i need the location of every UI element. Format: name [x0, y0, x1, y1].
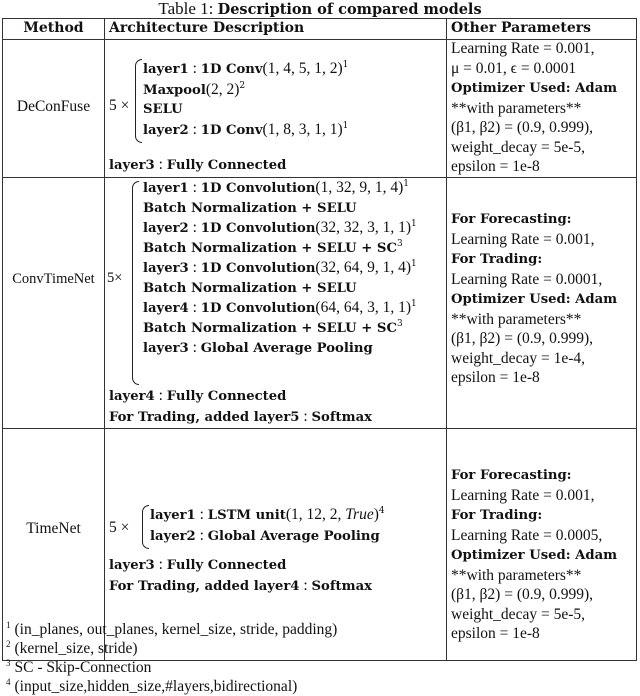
param-line: Optimizer Used: Adam: [451, 81, 618, 96]
param-line: Optimizer Used: Adam: [451, 548, 618, 563]
param-line: (β1, β2) = (0.9, 0.999),: [451, 119, 594, 136]
method-name: ConvTimeNet: [12, 271, 95, 287]
footnote: $^1$ (in_planes, out_planes, kernel_size, stride, padding): [6, 620, 338, 638]
param-line: **with parameters**: [451, 310, 582, 328]
column-divider: [446, 19, 447, 660]
footnote: $^2$ (kernel_size, stride): [6, 639, 138, 657]
param-line: **with parameters**: [451, 566, 582, 584]
param-line: **with parameters**: [451, 99, 582, 117]
architecture-block: [143, 178, 417, 359]
block-line: Batch Normalization + SELU: [143, 280, 357, 296]
block-line: layer2 : Global Average Pooling: [150, 526, 380, 544]
after-line: layer3 : Fully Connected: [109, 156, 287, 173]
param-line: Learning Rate = 0.0005,: [451, 526, 603, 544]
table-caption: [0, 0, 640, 19]
repeat-multiplier: 5 ×: [109, 97, 130, 114]
param-line: Learning Rate = 0.0001,: [451, 270, 603, 288]
block-line: Batch Normalization + SELU + $SC^3$: [143, 238, 403, 256]
param-line: epsilon = 1e-8: [451, 625, 540, 642]
block-line: layer2 : 1D Conv(1, 8, 3, 1, 1)$^1$: [143, 120, 349, 138]
block-line: layer3 : 1D Convolution(32, 64, 9, 1, 4)$^1$: [143, 259, 417, 276]
header-method: Method: [23, 20, 84, 36]
block-line: layer3 : Global Average Pooling: [143, 339, 373, 356]
architecture-block: [150, 505, 385, 546]
row-divider: [3, 428, 636, 429]
param-line: Learning Rate = 0.001,: [451, 40, 595, 57]
models-table: [2, 18, 637, 661]
other-parameters: [451, 465, 617, 644]
architecture-block: [143, 59, 348, 140]
architecture-after: [109, 155, 286, 176]
block-line: layer1 : LSTM unit(1, 12, 2, True)$^4$: [150, 506, 385, 523]
method-name: TimeNet: [26, 520, 81, 537]
repeat-multiplier: 5 ×: [109, 519, 130, 536]
brace-icon: [135, 59, 142, 143]
footnote: $^4$ (input_size,hidden_size,#layers,bidirectional): [6, 677, 298, 695]
brace-icon: [132, 181, 139, 385]
param-line: (β1, β2) = (0.9, 0.999),: [451, 586, 594, 603]
footnote: $^3$ SC - Skip-Connection: [6, 658, 152, 676]
column-divider: [104, 19, 105, 660]
other-parameters: [451, 39, 617, 177]
after-line: For Trading, added layer4 : Softmax: [109, 576, 372, 594]
method-name: DeConFuse: [16, 98, 91, 115]
block-line: Batch Normalization + SELU: [143, 200, 357, 216]
other-parameters: [451, 209, 617, 388]
param-line: For Forecasting:: [451, 212, 572, 227]
param-line: For Trading:: [451, 508, 543, 523]
block-line: Maxpool(2, 2)$^2$: [143, 80, 246, 98]
block-line: layer1 : 1D Conv(1, 4, 5, 1, 2)$^1$: [143, 60, 349, 77]
block-line: Batch Normalization + SELU + $SC^3$: [143, 318, 403, 336]
caption-prefix: Table 1:: [158, 0, 218, 18]
after-line: layer4 : Fully Connected: [109, 387, 287, 404]
block-line: SELU: [143, 102, 183, 117]
header-architecture: Architecture Description: [109, 20, 305, 36]
block-line: layer1 : 1D Convolution(1, 32, 9, 1, 4)$^1$: [143, 179, 409, 196]
after-line: For Trading, added layer5 : Softmax: [109, 407, 372, 425]
header-other-parameters: Other Parameters: [451, 20, 592, 36]
param-line: Learning Rate = 0.001,: [451, 230, 595, 248]
brace-icon: [142, 505, 149, 549]
architecture-after: [109, 555, 372, 596]
param-line: weight_decay = 5e-5,: [451, 605, 585, 623]
param-line: (β1, β2) = (0.9, 0.999),: [451, 330, 594, 347]
param-line: weight_decay = 5e-5,: [451, 138, 585, 156]
param-line: μ = 0.01, ϵ = 0.0001: [451, 59, 577, 77]
param-line: Learning Rate = 0.001,: [451, 486, 595, 504]
block-line: layer2 : 1D Convolution(32, 32, 3, 1, 1)$^1$: [143, 219, 417, 236]
caption-title: Description of compared models: [217, 1, 482, 18]
architecture-after: [109, 386, 372, 427]
param-line: Optimizer Used: Adam: [451, 292, 618, 307]
param-line: epsilon = 1e-8: [451, 369, 540, 386]
repeat-multiplier: 5×: [107, 270, 123, 286]
block-line: layer4 : 1D Convolution(64, 64, 3, 1, 1)$^1$: [143, 299, 417, 316]
param-line: For Trading:: [451, 252, 543, 267]
param-line: weight_decay = 1e-4,: [451, 349, 585, 367]
param-line: For Forecasting:: [451, 468, 572, 483]
param-line: epsilon = 1e-8: [451, 158, 540, 175]
after-line: layer3 : Fully Connected: [109, 556, 287, 573]
